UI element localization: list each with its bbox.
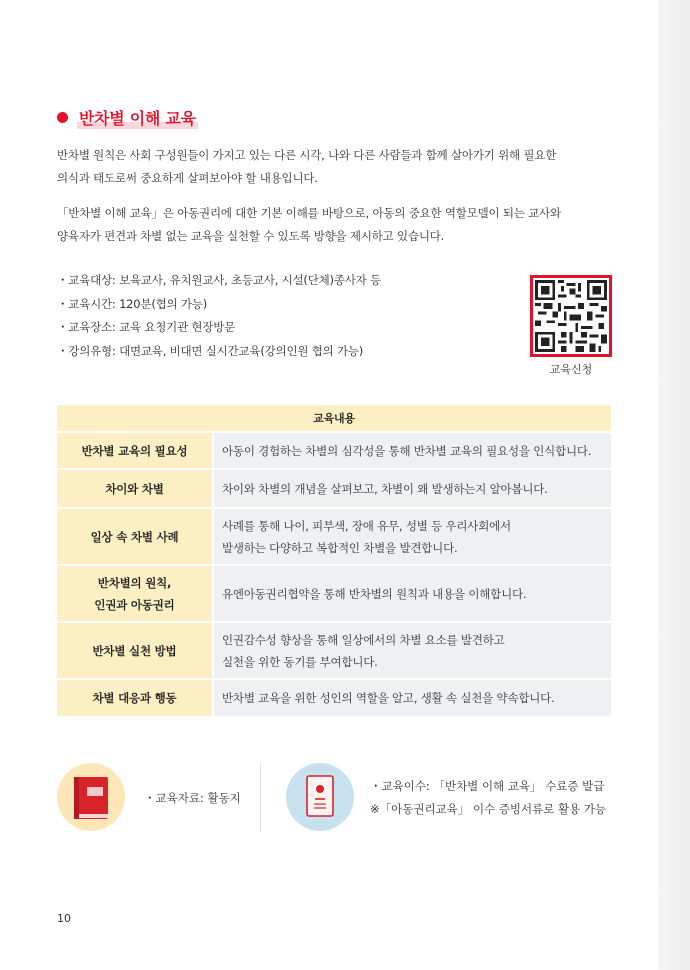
table-row bbox=[57, 565, 611, 622]
detail-place: ・교육장소: 교육 요청기관 현장방문 bbox=[57, 320, 236, 334]
description-line: 인권감수성 향상을 통해 일상에서의 차별 요소를 발견하고 bbox=[222, 632, 505, 647]
description-line: 유엔아동권리협약을 통해 반차별의 원칙과 내용을 이해합니다. bbox=[222, 586, 527, 601]
topic-line: 차이와 차별 bbox=[105, 481, 164, 496]
curriculum-table bbox=[57, 405, 611, 718]
description-cell bbox=[213, 679, 611, 717]
intro-paragraph bbox=[57, 144, 617, 190]
description-cell bbox=[213, 622, 611, 679]
topic-line: 반차별 교육의 필요성 bbox=[81, 443, 188, 458]
detail-time: ・교육시간: 120분(협의 가능) bbox=[57, 296, 207, 311]
certificate-icon bbox=[286, 763, 354, 831]
table-header: 교육내용 bbox=[57, 405, 611, 432]
description-line: 아동이 경험하는 차별의 심각성을 통해 반차별 교육의 필요성을 인식합니다. bbox=[222, 443, 592, 458]
materials-badge bbox=[57, 763, 125, 831]
divider bbox=[260, 762, 261, 832]
page-number: 10 bbox=[57, 912, 71, 925]
topic-cell bbox=[57, 565, 213, 622]
topic-line: 차별 대응과 행동 bbox=[92, 691, 177, 705]
table-row bbox=[57, 508, 611, 565]
topic-cell bbox=[57, 469, 213, 508]
intro-paragraph-2 bbox=[57, 202, 617, 248]
topic-cell bbox=[57, 622, 213, 679]
qr-code[interactable] bbox=[530, 275, 612, 357]
certificate-badge bbox=[286, 763, 354, 831]
bullet-dot-icon bbox=[57, 112, 68, 123]
table-row bbox=[57, 432, 611, 469]
description-line: 발생하는 다양하고 복합적인 차별을 발견합니다. bbox=[222, 540, 458, 555]
qr-label: 교육신청 bbox=[549, 363, 593, 376]
topic-line: 일상 속 차별 사례 bbox=[90, 529, 179, 544]
intro-line: 반차별 원칙은 사회 구성원들이 가지고 있는 다른 시각, 나와 다른 사람들과 함께 살아가기 위해 필요한 bbox=[57, 148, 557, 162]
education-details bbox=[57, 269, 381, 363]
book-icon bbox=[57, 763, 125, 831]
topic-cell bbox=[57, 679, 213, 717]
description-line: 사례를 통해 나이, 피부색, 장애 유무, 성별 등 우리사회에서 bbox=[222, 518, 511, 533]
description-line: 실천을 위한 동기를 부여합니다. bbox=[222, 654, 378, 669]
description-cell bbox=[213, 565, 611, 622]
table-row bbox=[57, 469, 611, 508]
description-cell bbox=[213, 432, 611, 469]
description-cell bbox=[213, 469, 611, 508]
section-title bbox=[57, 104, 198, 130]
topic-line: 반차별의 원칙, bbox=[97, 575, 172, 590]
page-edge-shade bbox=[658, 0, 690, 970]
detail-target: ・교육대상: 보육교사, 유치원교사, 초등교사, 시설(단체)종사자 등 bbox=[57, 273, 381, 287]
topic-line: 인권과 아동권리 bbox=[94, 597, 175, 612]
section-title-text: 반차별 이해 교육 bbox=[77, 106, 198, 129]
intro-line: 의식과 태도로써 중요하게 살펴보아야 할 내용입니다. bbox=[57, 171, 318, 185]
qr-code-icon bbox=[535, 280, 607, 352]
completion-line-1: ・교육이수: 「반차별 이해 교육」 수료증 발급 bbox=[370, 779, 605, 793]
table-header-row bbox=[57, 405, 611, 432]
topic-line: 반차별 실천 방법 bbox=[92, 643, 177, 658]
completion-line-2: ※「아동권리교육」 이수 증빙서류로 활용 가능 bbox=[370, 802, 607, 816]
topic-cell bbox=[57, 432, 213, 469]
description-line: 반차별 교육을 위한 성인의 역할을 알고, 생활 속 실천을 약속합니다. bbox=[222, 691, 555, 705]
detail-type: ・강의유형: 대면교육, 비대면 실시간교육(강의인원 협의 가능) bbox=[57, 343, 364, 358]
intro-line: 양육자가 편견과 차별 없는 교육을 실천할 수 있도록 방향을 제시하고 있습니다. bbox=[57, 229, 445, 243]
topic-cell bbox=[57, 508, 213, 565]
intro-line: 「반차별 이해 교육」은 아동권리에 대한 기본 이해를 바탕으로, 아동의 중요한 역할모델이 되는 교사와 bbox=[57, 206, 561, 220]
table-row bbox=[57, 679, 611, 717]
table-row bbox=[57, 622, 611, 679]
description-cell bbox=[213, 508, 611, 565]
description-line: 차이와 차별의 개념을 살펴보고, 차별이 왜 발생하는지 알아봅니다. bbox=[222, 481, 548, 496]
materials-text: ・교육자료: 활동지 bbox=[144, 791, 241, 805]
